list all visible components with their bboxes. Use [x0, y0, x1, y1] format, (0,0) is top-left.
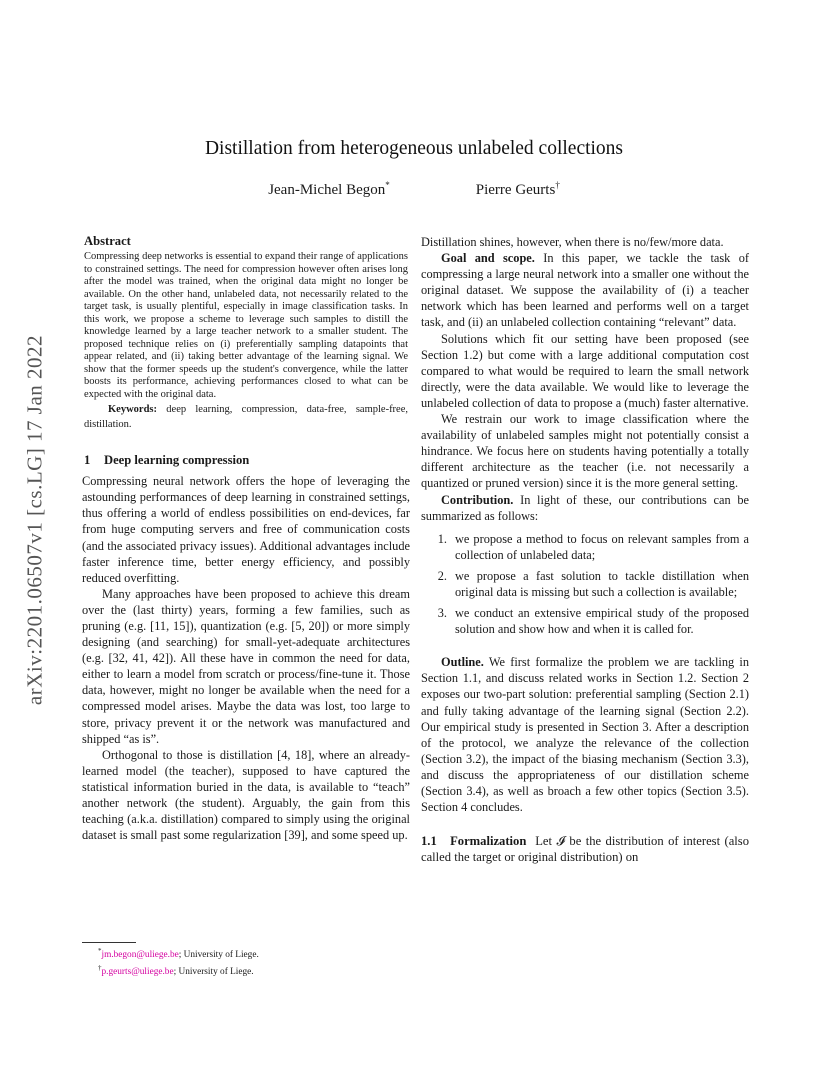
- list-item: 2. we propose a fast solution to tackle distillation when original data is missing but such a collection is available;: [437, 568, 749, 599]
- abstract-heading: Abstract: [84, 234, 131, 248]
- keywords: Keywords: deep learning, compression, data-free, sample-free, distillation.: [84, 403, 409, 431]
- list-item: 3. we conduct an extensive empirical study of the proposed solution and show how and when it is called for.: [437, 606, 749, 637]
- footnotes: [82, 942, 412, 978]
- author-1: Jean-Michel Begon*: [268, 180, 390, 198]
- footnote-rule: [82, 942, 136, 943]
- right-paragraph-0: Distillation shines, however, when there is no/few/more data.: [421, 235, 724, 249]
- author-2: Pierre Geurts†: [475, 180, 560, 198]
- section1-paragraph-2: Many approaches have been proposed to achieve this dream over the (last thirty) years, forming a few families, such as pruning (e.g. [11, 15]), quantization (e.g. [5, 20]) or more simply designing (and searching) for small-yet-adequate architectures (e.g. [32, 41, 42]). All these have in common the need for data, either to learn a model from scratch or process/fine-tune it. Those data, however, might no longer be available when the need for a compressed model arises. Maybe the data was lost, too large to store, privacy prevent it or the network was manufactured and shipped “as is”.: [82, 586, 410, 746]
- right-paragraph-3: We restrain our work to image classification where the availability of unlabeled samples might not potentially consist a hindrance. We focus here on students having potentially a totally different architecture as the teacher (i.e. not necessarily a quantized or pruned version) since it is the more general setting.: [421, 412, 749, 491]
- abstract-text: Compressing deep networks is essential to expand their range of applications to constrained settings. The need for compression however often arises long after the model was trained, when the original data might no longer be available. On the other hand, unlabeled data, not necessarily related to the target task, is usually plentiful, especially in image classification tasks. In this work, we propose a scheme to leverage such samples to distill the knowledge learned by a large teacher network to a smaller student. The proposed technique relies on (i) preferentially sampling datapoints that appear related, and (ii) taking better advantage of the learning signal. We show that the former speeds up the student's convergence, while the latter boosts its performance, achieving performances closed to what can be expected with the original data.: [84, 251, 408, 401]
- email-link-1[interactable]: jm.begon@uliege.be: [101, 950, 179, 961]
- subsection-paragraph: 1.1 Formalization Let 𝓘 be the distribution of interest (also called the target or original distribution) on: [421, 834, 749, 865]
- arxiv-stamp: arXiv:2201.06507v1 [cs.LG] 17 Jan 2022: [22, 334, 47, 706]
- section-heading: 1 Deep learning compression: [84, 453, 250, 468]
- section1-paragraph-1: Compressing neural network offers the hope of leveraging the astounding performances of deep learning in constrained settings, thus offering a world of endless possibilities on end-devices, far from huge computing servers and free of communication costs (and the associated privacy issues). Additional advantages include faster inference time, better energy efficiency, and possibly reduced overfitting.: [82, 474, 410, 585]
- goal-paragraph: Goal and scope. In this paper, we tackle the task of compressing a large neural network into a smaller one without the original dataset. We suppose the availability of (i) a teacher network which has been learned and performs well on a target task, and (ii) an unlabeled collection containing “relevant” data.: [421, 251, 749, 330]
- section1-paragraph-3: Orthogonal to those is distillation [4, 18], where an already-learned model (the teacher), supposed to have captured the statistical information buried in the data, is available to “teach” another network (the student). Arguably, the gain from this teaching (a.k.a. distillation) compared to simply using the original dataset is small past some regularization [39], and some speed up.: [82, 747, 410, 843]
- contribution-paragraph: Contribution. In light of these, our contributions can be summarized as follows:: [421, 492, 749, 523]
- left-column: [82, 234, 410, 843]
- outline-paragraph: Outline. We first formalize the problem we are tackling in Section 1.1, and discuss related works in Section 1.2. Section 2 exposes our two-part solution: preferential sampling (Section 2.1) and fully taking advantage of the learning signal (Section 2.2). Our empirical study is presented in Section 3. After a description of the protocol, we analyze the relevance of the collection (Section 3.2), the impact of the biasing mechanism (Section 3.3), and discuss the appropriateness of our distillation scheme (Section 3.4), as well as broach a few other topics (Section 3.5). Section 4 concludes.: [421, 655, 749, 815]
- list-item: 1. we propose a method to focus on relevant samples from a collection of unlabeled data;: [437, 531, 749, 562]
- right-paragraph-2: Solutions which fit our setting have been proposed (see Section 1.2) but come with a large additional computation cost compared to what would be required to learn the small network directly, were the data available. We would like to leverage the unlabeled collection of data to propose a (much) faster alternative.: [421, 331, 749, 410]
- right-column: [421, 234, 749, 865]
- contribution-list: [421, 531, 749, 638]
- footnote-2: †p.geurts@uliege.be; University of Liege.: [98, 963, 254, 977]
- footnote-1: *jm.begon@uliege.be; University of Liege.: [98, 947, 259, 961]
- email-link-2[interactable]: p.geurts@uliege.be: [101, 966, 174, 977]
- author-list: [0, 180, 828, 199]
- paper-title: Distillation from heterogeneous unlabeled collections: [204, 138, 624, 159]
